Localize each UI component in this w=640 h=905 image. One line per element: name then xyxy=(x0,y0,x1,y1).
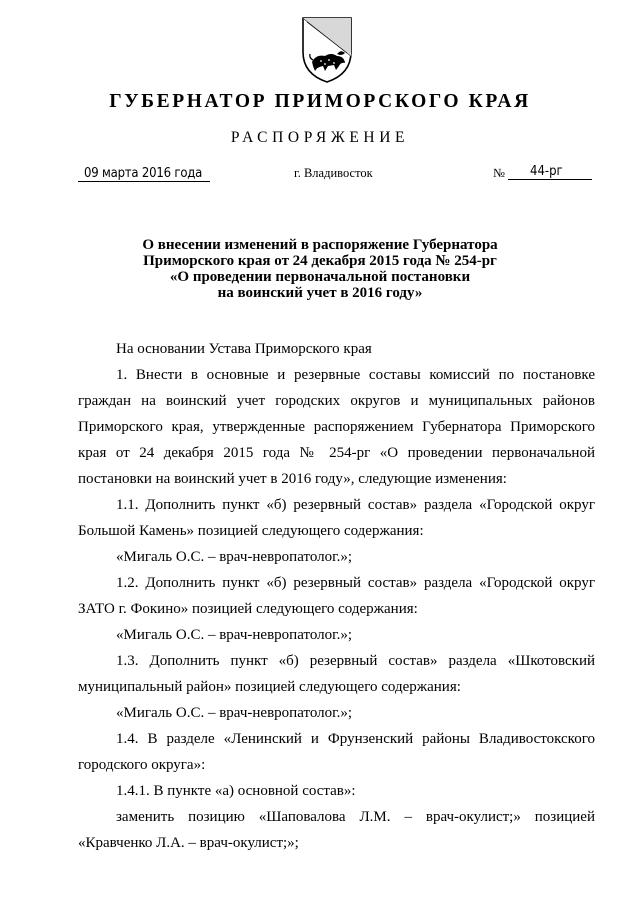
body-line: 1. Внести в основные и резервные составы комиссий по постановке xyxy=(116,367,595,383)
body-line: края от 24 декабря 2015 года № 254-рг «О проведении первоначальной xyxy=(78,445,595,461)
body-line: городского округа»: xyxy=(78,757,206,773)
document-type: РАСПОРЯЖЕНИЕ xyxy=(230,129,410,146)
body-line: Приморского края, утвержденные распоряжением Губернатора Приморского xyxy=(78,419,595,435)
body-line: «Кравченко Л.А. – врач-окулист;»; xyxy=(78,835,299,851)
subject-line: О внесении изменений в распоряжение Губернатора xyxy=(142,237,498,253)
body-line: 1.4.1. В пункте «а) основной состав»: xyxy=(116,783,356,799)
body-line: заменить позицию «Шаповалова Л.М. – врач-окулист;» позицией xyxy=(116,809,595,825)
subject-line: Приморского края от 24 декабря 2015 года № 254-рг xyxy=(143,253,497,269)
issuer-title: ГУБЕРНАТОР ПРИМОРСКОГО КРАЯ xyxy=(109,91,531,112)
coat-of-arms-icon xyxy=(299,16,355,84)
body-line: 1.3. Дополнить пункт «б) резервный состав» раздела «Шкотовский xyxy=(116,653,595,669)
body-line: Большой Камень» позицией следующего содержания: xyxy=(78,523,424,539)
document-body xyxy=(78,336,595,856)
number-sign: № xyxy=(493,166,505,180)
body-line: 1.2. Дополнить пункт «б) резервный состав» раздела «Городской округ xyxy=(116,575,595,591)
document-city: г. Владивосток xyxy=(294,166,373,180)
subject-line: на воинский учет в 2016 году» xyxy=(217,285,423,301)
body-line: 1.4. В разделе «Ленинский и Фрунзенский районы Владивостокского xyxy=(116,731,595,747)
body-line: «Мигаль О.С. – врач-невропатолог.»; xyxy=(116,549,352,565)
document-subject xyxy=(0,237,640,301)
body-line: муниципальный район» позицией следующего содержания: xyxy=(78,679,461,695)
body-line: «Мигаль О.С. – врач-невропатолог.»; xyxy=(116,705,352,721)
document-date: 09 марта 2016 года xyxy=(78,166,210,182)
body-line: 1.1. Дополнить пункт «б) резервный состав» раздела «Городской округ xyxy=(116,497,595,513)
document-number: 44-рг xyxy=(508,164,592,180)
body-line: На основании Устава Приморского края xyxy=(116,341,372,357)
body-line: граждан на воинский учет городских округов и муниципальных районов xyxy=(78,393,595,409)
body-line: ЗАТО г. Фокино» позицией следующего содержания: xyxy=(78,601,418,617)
body-line: «Мигаль О.С. – врач-невропатолог.»; xyxy=(116,627,352,643)
body-line: постановки на воинский учет в 2016 году», следующие изменения: xyxy=(78,471,507,487)
subject-line: «О проведении первоначальной постановки xyxy=(169,269,471,285)
